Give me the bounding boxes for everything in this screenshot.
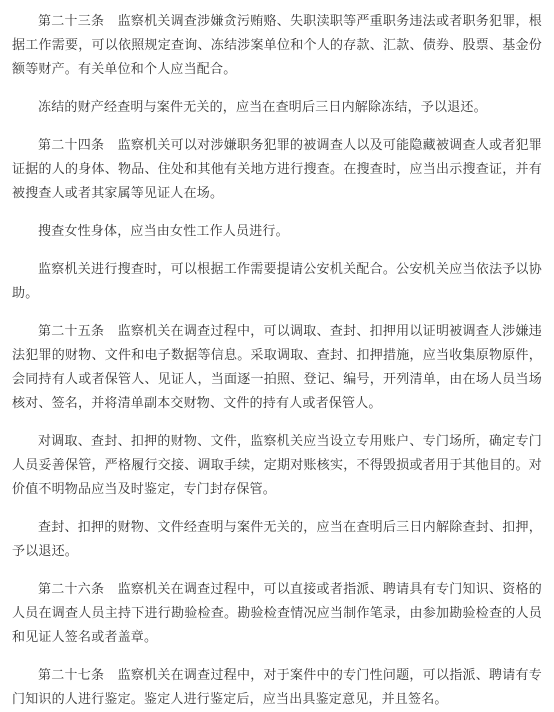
paragraph-release-seized: 查封、扣押的财物、文件经查明与案件无关的，应当在查明后三日内解除查封、扣押，予以退还。 — [12, 520, 542, 559]
paragraph-frozen-property: 冻结的财产经查明与案件无关的，应当在查明后三日内解除冻结，予以退还。 — [38, 100, 487, 115]
paragraph-article-23: 第二十三条 监察机关调查涉嫌贪污贿赂、失职渎职等严重职务违法或者职务犯罪，根据工作需要，可以依照规定查询、冻结涉案单位和个人的存款、汇款、债券、股票、基金份额等财产。有关单位和个人应当配合。 — [12, 14, 542, 77]
paragraph-article-26: 第二十六条 监察机关在调查过程中，可以直接或者指派、聘请具有专门知识、资格的人员在调查人员主持下进行勘验检查。勘验检查情况应当制作笔录，由参加勘验检查的人员和见证人签名或者盖章。 — [12, 582, 542, 645]
paragraph-female-search: 搜查女性身体，应当由女性工作人员进行。 — [38, 224, 289, 239]
paragraph-article-24: 第二十四条 监察机关可以对涉嫌职务犯罪的被调查人以及可能隐藏被调查人或者犯罪证据的人的身体、物品、住处和其他有关地方进行搜查。在搜查时，应当出示搜查证，并有被搜查人或者其家属等见证人在场。 — [12, 138, 542, 201]
paragraph-article-25: 第二十五条 监察机关在调查过程中，可以调取、查封、扣押用以证明被调查人涉嫌违法犯罪的财物、文件和电子数据等信息。采取调取、查封、扣押措施，应当收集原物原件，会同持有人或者保管人、见证人，当面逐一拍照、登记、编号，开列清单，由在场人员当场核对、签名，并将清单副本交财物、文件的持有人或者保管人。 — [12, 324, 542, 411]
paragraph-article-27: 第二十七条 监察机关在调查过程中，对于案件中的专门性问题，可以指派、聘请有专门知识的人进行鉴定。鉴定人进行鉴定后，应当出具鉴定意见，并且签名。 — [12, 668, 542, 707]
paragraph-police-assist: 监察机关进行搜查时，可以根据工作需要提请公安机关配合。公安机关应当依法予以协助。 — [12, 262, 542, 301]
paragraph-custody-rules: 对调取、查封、扣押的财物、文件，监察机关应当设立专用账户、专门场所，确定专门人员妥善保管，严格履行交接、调取手续，定期对账核实，不得毁损或者用于其他目的。对价值不明物品应当及时鉴定，专门封存保管。 — [12, 434, 542, 497]
